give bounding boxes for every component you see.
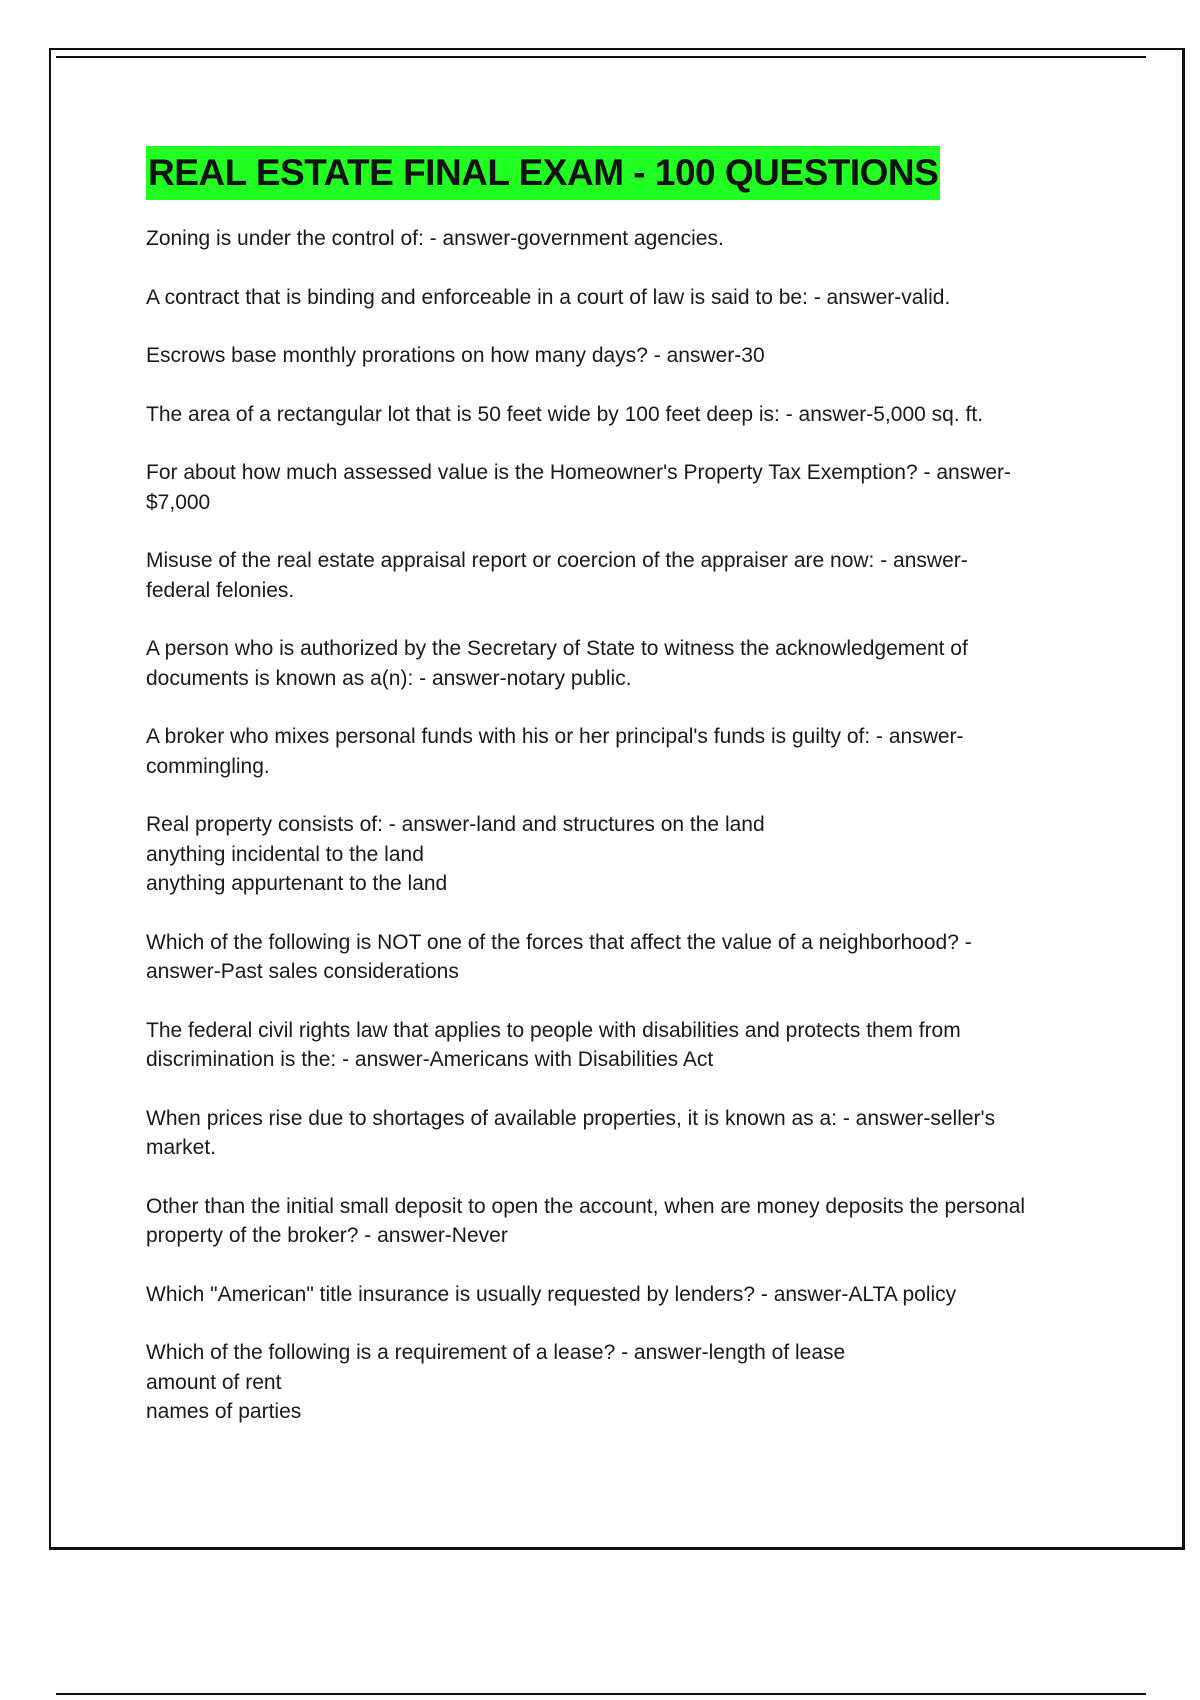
question-item: A person who is authorized by the Secretary of State to witness the acknowledgement of documents is known as a(n): - answer-notary public. (146, 637, 968, 690)
bottom-rule (56, 1693, 1146, 1695)
question-item: The area of a rectangular lot that is 50 feet wide by 100 feet deep is: - answer-5,000 sq. ft. (146, 402, 983, 426)
question-item: Escrows base monthly prorations on how many days? - answer-30 (146, 344, 765, 367)
question-item: Which of the following is NOT one of the forces that affect the value of a neighborhood? - answer-Past sales considerations (146, 930, 972, 983)
question-item: Which of the following is a requirement of a lease? - answer-length of lease amount of rent names of parties (146, 1341, 846, 1423)
question-item: A contract that is binding and enforceable in a court of law is said to be: - answer-valid. (146, 285, 951, 309)
question-item: Real property consists of: - answer-land and structures on the land anything incidental to the land anything appurtenant to the land (146, 813, 765, 895)
question-item: The federal civil rights law that applies to people with disabilities and protects them from discrimination is the: - answer-Americans with Disabilities Act (146, 1018, 961, 1071)
question-item: Which "American" title insurance is usually requested by lenders? - answer-ALTA policy (146, 1282, 957, 1306)
question-item: Zoning is under the control of: - answer-government agencies. (146, 227, 724, 250)
question-item: Other than the initial small deposit to open the account, when are money deposits the personal property of the broker? - answer-Never (146, 1194, 1026, 1247)
question-item: Misuse of the real estate appraisal report or coercion of the appraiser are now: - answer- federal felonies. (146, 549, 968, 602)
document-title: REAL ESTATE FINAL EXAM - 100 QUESTIONS (146, 146, 940, 200)
question-item: When prices rise due to shortages of available properties, it is known as a: - answer-seller's market. (146, 1106, 996, 1159)
question-item: For about how much assessed value is the Homeowner's Property Tax Exemption? - answer- $7,000 (146, 461, 1012, 514)
question-item: A broker who mixes personal funds with his or her principal's funds is guilty of: - answer- commingling. (146, 725, 964, 778)
document-body (146, 146, 1106, 1456)
